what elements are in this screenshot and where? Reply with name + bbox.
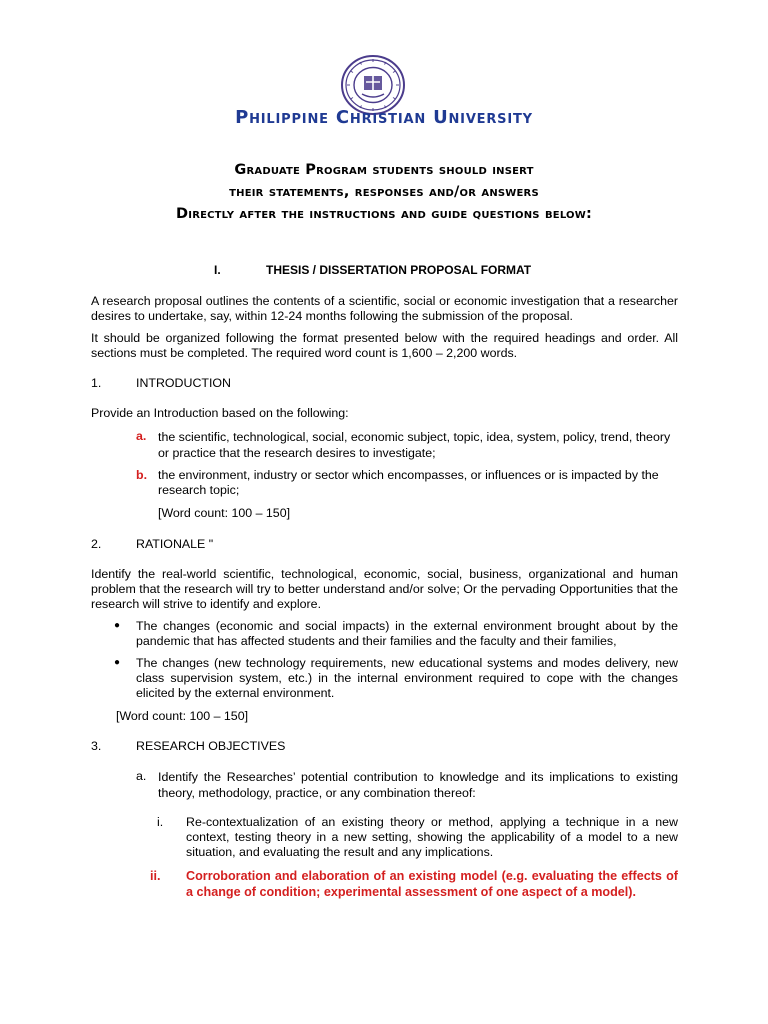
rationale-lead: Identify the real-world scientific, technological, economic, social, business, organizational and human problem that the research will try to better understand and/or solve; Or the pervading Opportunities that the research will strive to identify and explore.: [91, 567, 678, 611]
objectives-item-marker: a.: [136, 769, 147, 783]
introduction-word-count: [Word count: 100 – 150]: [158, 506, 291, 520]
introduction-number: 1.: [91, 376, 102, 390]
intro-paragraph-1: A research proposal outlines the contents of a scientific, social or economic investigation that a researcher desires to undertake, say, within 12-24 months following the submission of the proposal.: [91, 294, 678, 323]
bullet-icon: ●: [114, 657, 121, 668]
intro-paragraph-2: It should be organized following the format presented below with the required headings and order. All sections must be completed. The required word count is 1,600 – 2,200 words.: [91, 331, 678, 360]
objectives-sub-marker: ii.: [150, 869, 161, 883]
objectives-sub-item: Re-contextualization of an existing theory or method, applying a technique in a new context, testing theory in a new setting, showing the applicability of a model to a new situation, and evaluating the result and any implications.: [186, 815, 678, 859]
rationale-heading: RATIONALE ": [136, 537, 214, 551]
rationale-word-count: [Word count: 100 – 150]: [116, 709, 249, 723]
introduction-heading: INTRODUCTION: [136, 376, 231, 390]
objectives-item: Identify the Researches’ potential contribution to knowledge and its implications to existing theory, methodology, practice, or any combination thereof:: [158, 770, 678, 800]
rationale-bullet: The changes (new technology requirements, new educational systems and modes delivery, new class supervision system, etc.) in the internal environment required to cope with the changes elicited by the external environment.: [136, 656, 678, 700]
bullet-icon: ●: [114, 620, 121, 631]
section-number: I.: [214, 263, 221, 277]
introduction-item-marker: b.: [136, 468, 148, 482]
introduction-item: the scientific, technological, social, economic subject, topic, idea, system, policy, trend, theory or practice that the research desires to investigate;: [158, 430, 671, 460]
objectives-number: 3.: [91, 739, 102, 753]
introduction-lead: Provide an Introduction based on the following:: [91, 406, 349, 420]
university-name: Philippine Christian University: [235, 107, 533, 128]
introduction-item-marker: a.: [136, 429, 147, 443]
section-title: THESIS / DISSERTATION PROPOSAL FORMAT: [266, 263, 532, 277]
instruction-line-3: Directly after the instructions and guide questions below:: [176, 206, 592, 222]
objectives-sub-marker: i.: [157, 815, 164, 829]
introduction-item: the environment, industry or sector which encompasses, or influences or is impacted by the research topic;: [158, 468, 659, 497]
instruction-line-1: Graduate Program students should insert: [234, 162, 534, 178]
objectives-sub-item: Corroboration and elaboration of an existing model (e.g. evaluating the effects of a change of condition; experimental assessment of one aspect of a model).: [186, 869, 678, 899]
objectives-heading: RESEARCH OBJECTIVES: [136, 739, 286, 753]
rationale-bullet: The changes (economic and social impacts) in the external environment brought about by the pandemic that has affected students and their families and the faculty and their families,: [136, 619, 678, 648]
rationale-number: 2.: [91, 537, 102, 551]
instruction-line-2: their statements, responses and/or answers: [229, 184, 539, 200]
